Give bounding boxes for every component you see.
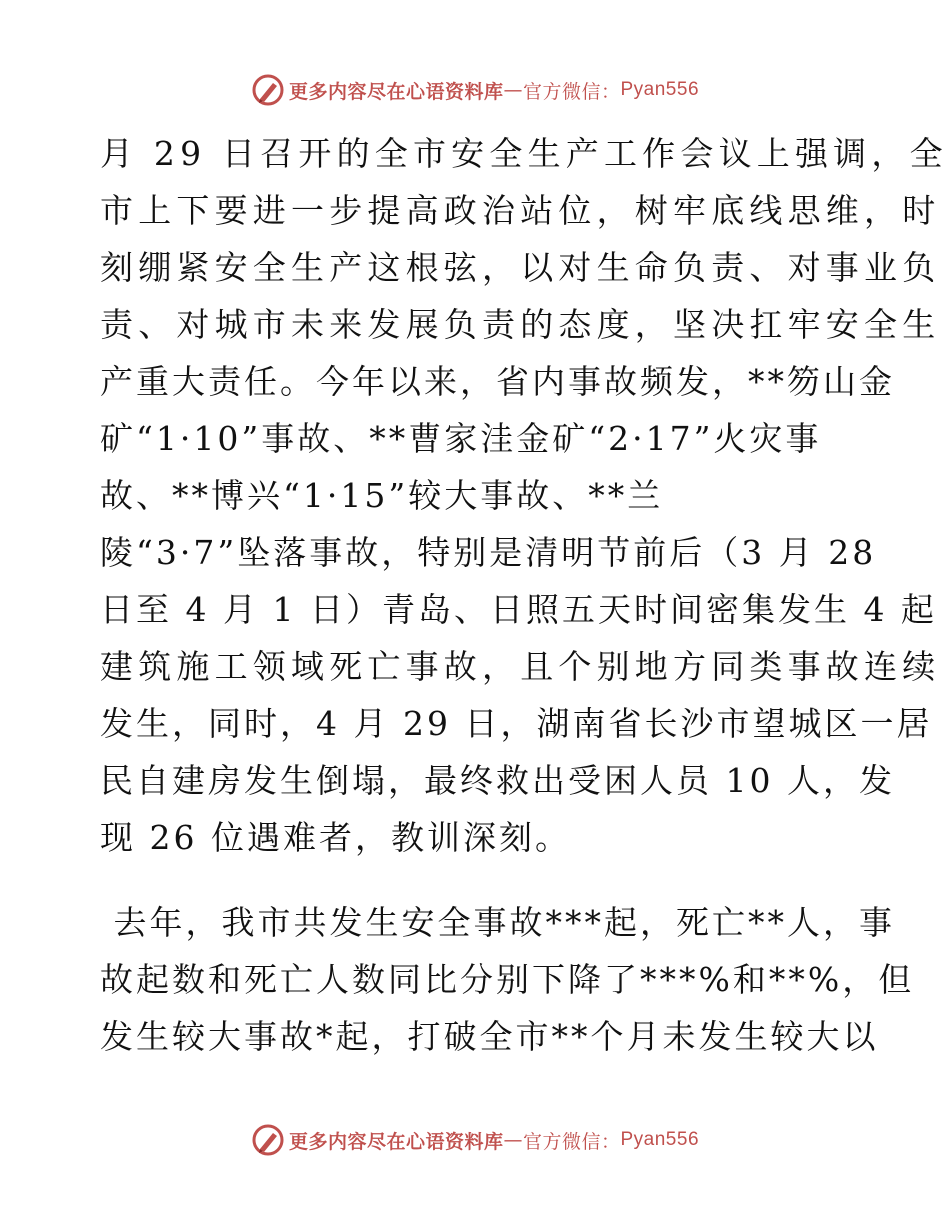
watermark-brand: 更多内容尽在心语资料库: [288, 1130, 504, 1153]
watermark-dash: —: [503, 1129, 523, 1151]
text-line: 故、**博兴“1·15”较大事故、**兰: [100, 476, 664, 515]
text-line: 刻绷紧安全生产这根弦，以对生命负责、对事业负: [100, 248, 941, 287]
text-line: 民自建房发生倒塌，最终救出受困人员 10 人，发: [100, 761, 895, 800]
text-line: 发生较大事故*起，打破全市**个月未发生较大以: [100, 1017, 879, 1056]
watermark-wechat-id: Pyan556: [620, 1129, 700, 1150]
watermark-wechat-id: Pyan556: [620, 79, 700, 100]
text-line: 发生，同时，4 月 29 日，湖南省长沙市望城区一居: [100, 704, 933, 743]
text-line: 日至 4 月 1 日）青岛、日照五天时间密集发生 4 起: [100, 590, 937, 629]
text-line: 去年，我市共发生安全事故***起，死亡**人，事: [100, 903, 895, 942]
pen-logo-icon: [251, 1123, 285, 1157]
watermark-wechat-label: 官方微信：: [522, 80, 621, 103]
text-line: 故起数和死亡人数同比分别下降了***%和**%，但: [100, 960, 915, 999]
text-line: 矿“1·10”事故、**曹家洼金矿“2·17”火灾事: [100, 419, 822, 458]
text-line: 责、对城市未来发展负责的态度，坚决扛牢安全生: [100, 305, 941, 344]
watermark-wechat-label: 官方微信：: [522, 1130, 621, 1153]
paragraph-gap: [100, 866, 860, 894]
text-line: 产重大责任。今年以来，省内事故频发，**笏山金: [100, 362, 895, 401]
text-line: 陵“3·7”坠落事故，特别是清明节前后（3 月 28: [100, 533, 877, 572]
footer-watermark: [0, 1120, 950, 1160]
header-watermark: [0, 70, 950, 110]
text-line: 市上下要进一步提高政治站位，树牢底线思维，时: [100, 191, 941, 230]
paragraph-2: [100, 894, 915, 1065]
watermark-dash: —: [503, 79, 523, 101]
text-line: 现 26 位遇难者，教训深刻。: [100, 818, 571, 857]
watermark-brand: 更多内容尽在心语资料库: [288, 80, 504, 103]
pen-logo-icon: [251, 73, 285, 107]
paragraph-1: [100, 125, 948, 866]
text-line: 建筑施工领域死亡事故，且个别地方同类事故连续: [100, 647, 941, 686]
document-body: [100, 125, 948, 1065]
text-line: 月 29 日召开的全市安全生产工作会议上强调，全: [100, 134, 948, 173]
